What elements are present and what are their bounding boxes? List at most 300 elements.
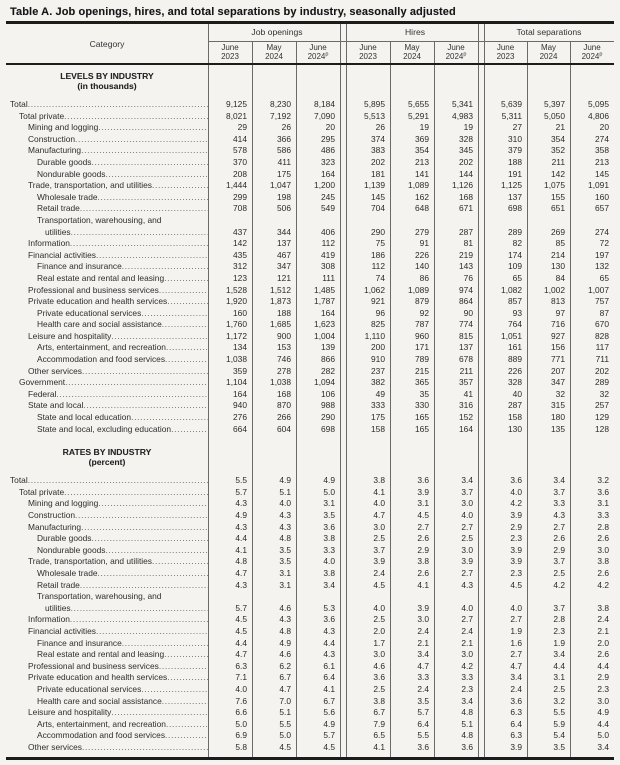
row-label xyxy=(6,614,208,626)
value-cell: 6.4 xyxy=(323,672,335,683)
table-row xyxy=(6,342,614,354)
leader-dots xyxy=(162,696,208,708)
value-cell: 648 xyxy=(415,203,429,214)
value-cell: 2.3 xyxy=(597,683,609,694)
value-cell: 435 xyxy=(233,249,247,260)
value-cell: 3.9 xyxy=(510,741,522,752)
value-cell: 5.4 xyxy=(553,730,565,741)
value-cell: 8,184 xyxy=(314,99,335,109)
table-row xyxy=(6,510,614,522)
value-cell: 164 xyxy=(233,388,247,399)
row-label xyxy=(6,215,208,238)
value-cell: 3.3 xyxy=(461,672,473,683)
row-label-line xyxy=(6,603,208,615)
table-row xyxy=(6,215,614,238)
value-cell: 921 xyxy=(371,296,385,307)
table-row xyxy=(6,389,614,401)
value-cell: 245 xyxy=(321,191,335,202)
row-label-line xyxy=(6,510,208,522)
leader-dots xyxy=(91,157,208,169)
row-label-line xyxy=(6,285,208,297)
row-label-text: Information xyxy=(28,238,70,249)
table-row xyxy=(6,649,614,661)
row-label-line xyxy=(6,111,208,123)
value-cell: 29 xyxy=(237,122,247,133)
row-label-line xyxy=(6,145,208,157)
value-cell: 771 xyxy=(551,354,565,365)
value-cell: 7.0 xyxy=(279,695,291,706)
leader-dots xyxy=(80,203,208,215)
value-cell: 142 xyxy=(233,238,247,249)
value-cell: 3.4 xyxy=(597,741,609,752)
value-cell: 168 xyxy=(459,191,473,202)
value-cell: 4.8 xyxy=(461,730,473,741)
table-row xyxy=(6,111,614,123)
value-cell: 3.3 xyxy=(323,544,335,555)
value-cell: 139 xyxy=(321,342,335,353)
row-label-text: Leisure and hospitality xyxy=(28,330,112,341)
value-cell: 130 xyxy=(508,423,522,434)
value-cell: 1,685 xyxy=(270,319,291,330)
value-cell: 825 xyxy=(371,319,385,330)
column-header xyxy=(346,44,390,62)
table-row xyxy=(6,134,614,146)
value-cell: 789 xyxy=(415,354,429,365)
value-cell: 208 xyxy=(233,168,247,179)
value-cell: 960 xyxy=(415,330,429,341)
row-label-line xyxy=(6,377,208,389)
row-label xyxy=(6,424,208,436)
value-cell: 75 xyxy=(375,238,385,249)
value-cell: 137 xyxy=(277,238,291,249)
value-cell: 180 xyxy=(551,412,565,423)
value-cell: 5.5 xyxy=(417,730,429,741)
section-heading-line: (percent) xyxy=(88,457,126,468)
value-cell: 299 xyxy=(233,191,247,202)
section-heading-line: (in thousands) xyxy=(77,81,137,91)
row-label xyxy=(6,719,208,731)
value-cell: 20 xyxy=(599,122,609,133)
value-cell: 6.6 xyxy=(235,707,247,718)
value-cell: 4.0 xyxy=(323,556,335,567)
leader-dots xyxy=(81,145,208,157)
row-label-line xyxy=(6,522,208,534)
value-cell: 604 xyxy=(277,423,291,434)
value-cell: 1,062 xyxy=(364,284,385,295)
value-cell: 128 xyxy=(595,423,609,434)
leader-dots xyxy=(171,424,208,436)
value-cell: 161 xyxy=(508,342,522,353)
value-cell: 347 xyxy=(277,261,291,272)
leader-dots xyxy=(122,638,208,650)
value-cell: 3.9 xyxy=(373,556,385,567)
value-cell: 142 xyxy=(551,168,565,179)
value-cell: 4.4 xyxy=(553,660,565,671)
value-cell: 5.9 xyxy=(553,718,565,729)
value-cell: 86 xyxy=(419,272,429,283)
value-cell: 1,002 xyxy=(544,284,565,295)
leader-dots xyxy=(75,510,208,522)
value-cell: 97 xyxy=(555,307,565,318)
leader-dots xyxy=(96,250,208,262)
value-cell: 3.5 xyxy=(417,695,429,706)
value-cell: 365 xyxy=(415,377,429,388)
value-cell: 5,513 xyxy=(364,110,385,121)
row-label-text: Health care and social assistance xyxy=(37,319,162,330)
value-cell: 65 xyxy=(512,272,522,283)
value-cell: 1,038 xyxy=(270,377,291,388)
preliminary-superscript: p xyxy=(599,51,603,58)
row-label-text: Private educational services xyxy=(37,307,142,318)
value-cell: 2.7 xyxy=(461,521,473,532)
value-cell: 870 xyxy=(277,400,291,411)
value-cell: 5,397 xyxy=(544,99,565,109)
value-cell: 1,172 xyxy=(226,330,247,341)
row-label-line xyxy=(6,389,208,401)
value-cell: 2.1 xyxy=(461,637,473,648)
row-label-line: Transportation, warehousing, and xyxy=(37,214,162,225)
column-month: June xyxy=(221,43,239,52)
row-label-line xyxy=(6,412,208,424)
row-label-text: Private education and health services xyxy=(28,296,168,307)
row-label xyxy=(6,285,208,297)
value-cell: 2.4 xyxy=(373,567,385,578)
value-cell: 657 xyxy=(595,203,609,214)
value-cell: 7.1 xyxy=(235,672,247,683)
value-cell: 2.4 xyxy=(597,614,609,625)
row-label-text: Other services xyxy=(28,741,82,752)
row-label xyxy=(6,180,208,192)
group-header-0: Job openings xyxy=(251,27,303,37)
row-label-line xyxy=(6,498,208,510)
value-cell: 5,341 xyxy=(452,99,473,109)
value-cell: 2.4 xyxy=(417,683,429,694)
value-cell: 106 xyxy=(321,388,335,399)
value-cell: 889 xyxy=(508,354,522,365)
table-body xyxy=(6,71,614,757)
column-header xyxy=(484,44,527,62)
row-label-line xyxy=(6,192,208,204)
value-cell: 757 xyxy=(595,296,609,307)
column-header xyxy=(296,44,340,62)
value-cell: 2.5 xyxy=(461,533,473,544)
row-label-text: Federal xyxy=(28,388,57,399)
row-label xyxy=(6,626,208,638)
table-row xyxy=(6,487,614,499)
value-cell: 5.7 xyxy=(323,730,335,741)
row-label-text: Durable goods xyxy=(37,156,92,167)
value-cell: 4.7 xyxy=(373,510,385,520)
column-year: 2024$^p$ xyxy=(581,51,603,61)
column-year: 2024 xyxy=(265,51,283,61)
value-cell: 158 xyxy=(508,412,522,423)
row-label-text: Accommodation and food services xyxy=(37,354,166,365)
value-cell: 117 xyxy=(595,342,609,353)
table-row xyxy=(6,296,614,308)
value-cell: 226 xyxy=(415,249,429,260)
row-label-line xyxy=(6,556,208,568)
value-cell: 134 xyxy=(233,342,247,353)
value-cell: 289 xyxy=(508,226,522,237)
value-cell: 2.3 xyxy=(553,625,565,636)
value-cell: 4.7 xyxy=(279,683,291,694)
value-cell: 40 xyxy=(512,388,522,399)
column-header xyxy=(570,44,614,62)
value-cell: 4.5 xyxy=(510,579,522,590)
value-cell: 3.3 xyxy=(597,510,609,520)
column-month: June xyxy=(583,43,601,52)
value-cell: 65 xyxy=(599,272,609,283)
value-cell: 3.2 xyxy=(597,475,609,486)
leader-dots xyxy=(141,308,208,320)
value-cell: 3.5 xyxy=(279,556,291,567)
row-label-text: Wholesale trade xyxy=(37,191,98,202)
value-cell: 4.3 xyxy=(235,498,247,509)
row-label xyxy=(6,169,208,181)
value-cell: 91 xyxy=(419,238,429,249)
value-cell: 2.7 xyxy=(510,649,522,660)
value-cell: 5,639 xyxy=(501,99,522,109)
value-cell: 323 xyxy=(321,156,335,167)
table-row xyxy=(6,319,614,331)
value-cell: 866 xyxy=(321,354,335,365)
leader-dots xyxy=(131,412,208,424)
value-cell: 316 xyxy=(459,400,473,411)
value-cell: 678 xyxy=(459,354,473,365)
value-cell: 374 xyxy=(371,133,385,144)
value-cell: 347 xyxy=(551,377,565,388)
value-cell: 2.5 xyxy=(553,683,565,694)
row-label-text: Professional and business services xyxy=(28,284,159,295)
value-cell: 910 xyxy=(371,354,385,365)
value-cell: 211 xyxy=(551,156,565,167)
value-cell: 774 xyxy=(459,319,473,330)
value-cell: 3.8 xyxy=(417,556,429,567)
row-label-text: State and local, excluding education xyxy=(37,423,172,434)
table-row xyxy=(6,684,614,696)
value-cell: 4.8 xyxy=(461,707,473,718)
row-label-text: Health care and social assistance xyxy=(37,695,162,706)
value-cell: 4,983 xyxy=(452,110,473,121)
value-cell: 6.7 xyxy=(279,672,291,683)
value-cell: 4.0 xyxy=(279,498,291,509)
value-cell: 226 xyxy=(508,365,522,376)
value-cell: 315 xyxy=(551,400,565,411)
group-header-1: Hires xyxy=(404,27,426,37)
row-label xyxy=(6,122,208,134)
value-cell: 4.1 xyxy=(235,544,247,555)
value-cell: 419 xyxy=(321,249,335,260)
table-row xyxy=(6,122,614,134)
value-cell: 3.4 xyxy=(323,579,335,590)
leader-dots xyxy=(70,614,208,626)
value-cell: 191 xyxy=(508,168,522,179)
value-cell: 5,655 xyxy=(408,99,429,109)
row-label-text: Durable goods xyxy=(37,533,92,544)
column-header xyxy=(208,44,252,62)
value-cell: 198 xyxy=(277,191,291,202)
row-label-text: Finance and insurance xyxy=(37,261,122,272)
value-cell: 174 xyxy=(508,249,522,260)
value-cell: 81 xyxy=(463,238,473,249)
leader-dots xyxy=(159,285,208,297)
value-cell: 137 xyxy=(508,191,522,202)
row-label xyxy=(6,412,208,424)
column-month: May xyxy=(404,43,420,52)
value-cell: 278 xyxy=(277,365,291,376)
row-label xyxy=(6,498,208,510)
row-label xyxy=(6,556,208,568)
leader-dots xyxy=(71,603,208,615)
value-cell: 2.6 xyxy=(597,533,609,544)
row-label-line xyxy=(6,661,208,673)
value-cell: 1,110 xyxy=(364,330,385,341)
value-cell: 5.3 xyxy=(323,602,335,613)
value-cell: 215 xyxy=(415,365,429,376)
value-cell: 121 xyxy=(277,272,291,283)
table-row xyxy=(6,568,614,580)
row-label xyxy=(6,510,208,522)
value-cell: 857 xyxy=(508,296,522,307)
value-cell: 2.8 xyxy=(597,521,609,532)
table-row xyxy=(6,626,614,638)
value-cell: 145 xyxy=(595,168,609,179)
value-cell: 506 xyxy=(277,203,291,214)
value-cell: 359 xyxy=(233,365,247,376)
value-cell: 5.6 xyxy=(323,707,335,718)
row-label-text: Manufacturing xyxy=(28,145,82,156)
value-cell: 3.9 xyxy=(461,556,473,567)
value-cell: 864 xyxy=(459,296,473,307)
row-label-line xyxy=(6,157,208,169)
value-cell: 4.9 xyxy=(597,707,609,718)
value-cell: 3.0 xyxy=(597,544,609,555)
column-header xyxy=(252,44,296,62)
column-month: June xyxy=(359,43,377,52)
row-label-line xyxy=(6,354,208,366)
value-cell: 1,075 xyxy=(544,180,565,191)
value-cell: 90 xyxy=(463,307,473,318)
value-cell: 3.0 xyxy=(373,521,385,532)
value-cell: 5.5 xyxy=(279,718,291,729)
value-cell: 2.7 xyxy=(461,614,473,625)
value-cell: 815 xyxy=(459,330,473,341)
leader-dots xyxy=(65,377,208,389)
leader-dots xyxy=(122,261,208,273)
row-label-line xyxy=(6,261,208,273)
value-cell: 2.7 xyxy=(553,521,565,532)
value-cell: 333 xyxy=(371,400,385,411)
value-cell: 586 xyxy=(277,145,291,156)
value-cell: 4.9 xyxy=(279,637,291,648)
value-cell: 813 xyxy=(551,296,565,307)
row-label-line xyxy=(6,707,208,719)
value-cell: 4.5 xyxy=(235,614,247,625)
value-cell: 6.2 xyxy=(279,660,291,671)
row-label-line xyxy=(6,424,208,436)
leader-dots xyxy=(81,522,208,534)
value-cell: 5,895 xyxy=(364,99,385,109)
row-label xyxy=(6,296,208,308)
value-cell: 3.7 xyxy=(553,486,565,497)
value-cell: 132 xyxy=(595,261,609,272)
value-cell: 162 xyxy=(415,191,429,202)
value-cell: 3.8 xyxy=(373,475,385,486)
row-label-text: Retail trade xyxy=(37,579,80,590)
value-cell: 202 xyxy=(595,365,609,376)
value-cell: 123 xyxy=(233,272,247,283)
leader-dots xyxy=(105,169,208,181)
value-cell: 3.4 xyxy=(417,649,429,660)
row-label xyxy=(6,111,208,123)
table-row xyxy=(6,99,614,111)
row-label-line xyxy=(6,203,208,215)
row-label-line xyxy=(6,308,208,320)
value-cell: 3.6 xyxy=(510,475,522,486)
row-label-text: Construction xyxy=(28,133,76,144)
row-label-line xyxy=(6,672,208,684)
leader-dots xyxy=(70,238,208,250)
row-label xyxy=(6,672,208,684)
column-month: June xyxy=(447,43,465,52)
row-label-text: Construction xyxy=(28,510,76,520)
value-cell: 26 xyxy=(281,122,291,133)
value-cell: 1,760 xyxy=(226,319,247,330)
row-label-text: Leisure and hospitality xyxy=(28,707,112,718)
column-month: June xyxy=(496,43,515,52)
row-label xyxy=(6,377,208,389)
value-cell: 6.3 xyxy=(510,730,522,741)
value-cell: 927 xyxy=(551,330,565,341)
value-cell: 3.7 xyxy=(553,556,565,567)
leader-dots xyxy=(165,354,208,366)
row-label xyxy=(6,134,208,146)
value-cell: 282 xyxy=(321,365,335,376)
value-cell: 165 xyxy=(415,412,429,423)
value-cell: 9,125 xyxy=(226,99,247,109)
table-row xyxy=(6,522,614,534)
row-label xyxy=(6,661,208,673)
value-cell: 160 xyxy=(233,307,247,318)
value-cell: 6.3 xyxy=(235,660,247,671)
row-label-line xyxy=(6,568,208,580)
value-cell: 84 xyxy=(555,272,565,283)
value-cell: 1.7 xyxy=(373,637,385,648)
value-cell: 3.6 xyxy=(461,741,473,752)
value-cell: 87 xyxy=(599,307,609,318)
value-cell: 7.9 xyxy=(373,718,385,729)
row-label xyxy=(6,400,208,412)
value-cell: 940 xyxy=(233,400,247,411)
value-cell: 2.9 xyxy=(553,544,565,555)
value-cell: 787 xyxy=(415,319,429,330)
table-row xyxy=(6,238,614,250)
value-cell: 2.4 xyxy=(510,683,522,694)
value-cell: 140 xyxy=(415,261,429,272)
value-cell: 3.1 xyxy=(597,498,609,509)
value-cell: 20 xyxy=(325,122,335,133)
value-cell: 5.7 xyxy=(235,602,247,613)
value-cell: 4.9 xyxy=(279,475,291,486)
value-cell: 2.3 xyxy=(461,683,473,694)
value-cell: 164 xyxy=(321,168,335,179)
table-row xyxy=(6,308,614,320)
row-label xyxy=(6,533,208,545)
row-label-line xyxy=(6,533,208,545)
value-cell: 2.5 xyxy=(373,683,385,694)
value-cell: 202 xyxy=(371,156,385,167)
row-label-line xyxy=(6,342,208,354)
